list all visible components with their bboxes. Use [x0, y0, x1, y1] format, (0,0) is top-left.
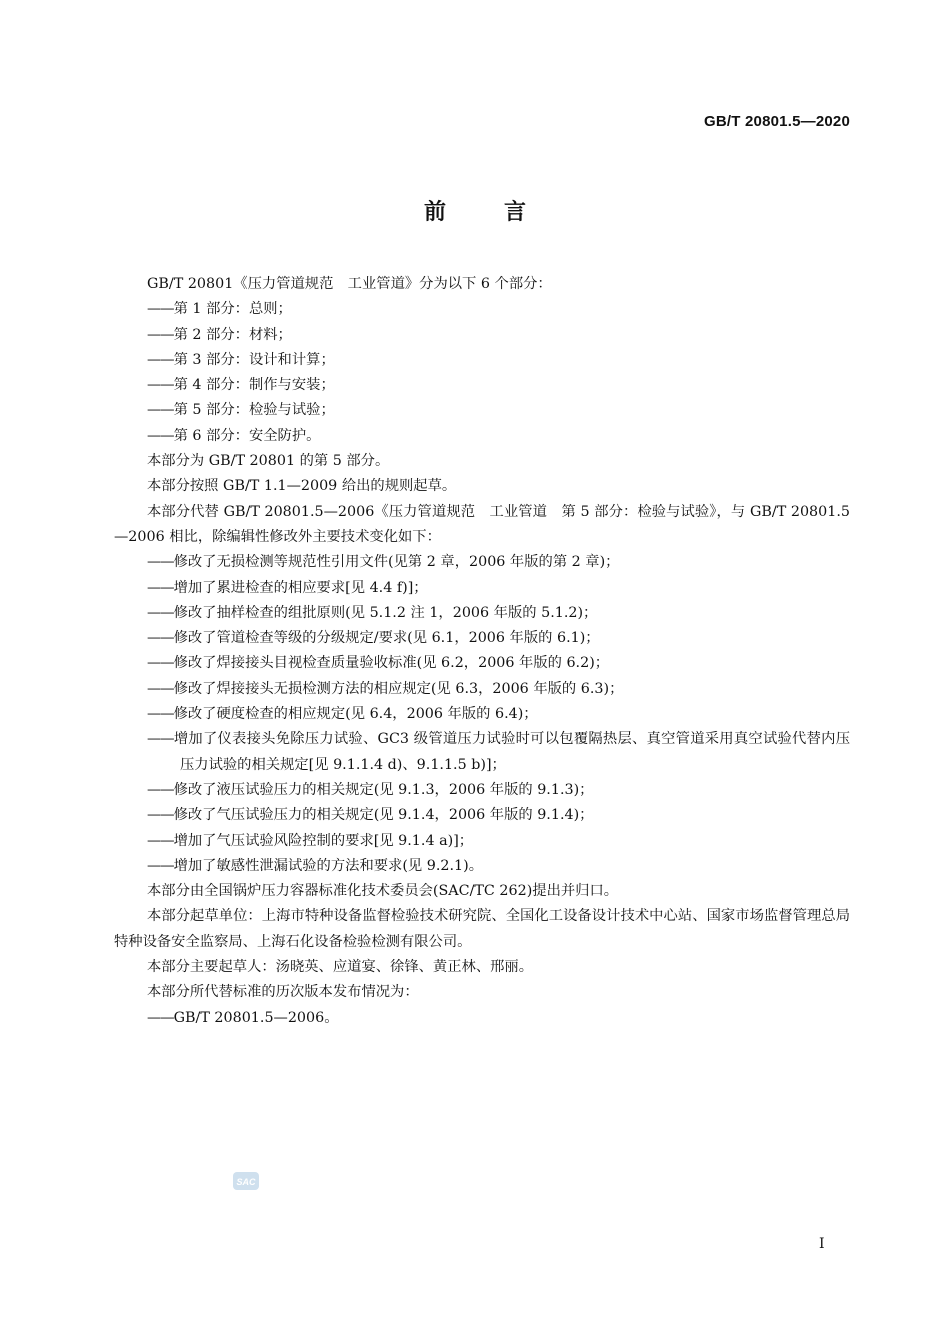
- list-dash: ——: [147, 731, 174, 748]
- paragraph-text: 第 3 部分：设计和计算；: [173, 351, 335, 368]
- page-title-char: 前: [423, 200, 504, 225]
- list-dash: ——: [147, 1009, 174, 1026]
- list-dash: ——: [147, 781, 174, 798]
- paragraph-text: 本部分为 GB/T 20801 的第 5 部分。: [147, 453, 390, 470]
- paragraph-text: 增加了仪表接头免除压力试验、GC3 级管道压力试验时可以包覆隔热层、真空管道采用真空试验代替内压压力试验的相关规定[见 9.1.1.4 d)、9.1.1.5 b)]；: [173, 731, 850, 773]
- paragraph: [114, 500, 850, 551]
- paragraph: [114, 474, 850, 499]
- list-item: [114, 854, 850, 879]
- page-title: [0, 195, 950, 226]
- list-dash: ——: [147, 427, 174, 444]
- list-item: [114, 348, 850, 373]
- sac-logo-text: SAC: [236, 1177, 256, 1187]
- list-dash: ——: [147, 351, 174, 368]
- paragraph-text: 本部分代替 GB/T 20801.5—2006《压力管道规范 工业管道 第 5 部分：检验与试验》，与 GB/T 20801.5—2006 相比，除编辑性修改外主要技术变化如下：: [114, 503, 850, 545]
- paragraph-text: 修改了硬度检查的相应规定(见 6.4，2006 年版的 6.4)；: [173, 706, 538, 723]
- list-item: [114, 803, 850, 828]
- paragraph-text: 增加了累进检查的相应要求[见 4.4 f)]；: [173, 579, 428, 596]
- paragraph-text: 增加了气压试验风险控制的要求[见 9.1.4 a)]；: [173, 832, 474, 849]
- list-dash: ——: [147, 630, 174, 647]
- list-dash: ——: [147, 832, 174, 849]
- paragraph: [114, 272, 850, 297]
- paragraph-text: 修改了焊接接头目视检查质量验收标准(见 6.2，2006 年版的 6.2)；: [173, 655, 610, 672]
- list-item: [114, 626, 850, 651]
- page-number: I: [819, 1236, 825, 1252]
- list-dash: ——: [147, 377, 174, 394]
- list-dash: ——: [147, 857, 174, 874]
- paragraph-text: 第 6 部分：安全防护。: [173, 427, 321, 444]
- list-dash: ——: [147, 579, 174, 596]
- standard-code: GB/T 20801.5—2020: [704, 113, 850, 130]
- list-dash: ——: [147, 680, 174, 697]
- paragraph: [114, 904, 850, 955]
- list-dash: ——: [147, 604, 174, 621]
- paragraph-text: 增加了敏感性泄漏试验的方法和要求(见 9.2.1)。: [173, 857, 484, 874]
- paragraph-text: 修改了无损检测等规范性引用文件(见第 2 章，2006 年版的第 2 章)；: [173, 554, 620, 571]
- sac-logo-icon: [232, 1170, 260, 1192]
- paragraph: [114, 879, 850, 904]
- list-item: [114, 398, 850, 423]
- paragraph-text: 本部分所代替标准的历次版本发布情况为：: [147, 984, 419, 1001]
- paragraph-text: 本部分由全国锅炉压力容器标准化技术委员会(SAC/TC 262)提出并归口。: [147, 883, 619, 900]
- paragraph-text: 第 2 部分：材料；: [173, 326, 292, 343]
- page-title-char: 言: [504, 200, 585, 225]
- paragraph-text: 修改了液压试验压力的相关规定(见 9.1.3，2006 年版的 9.1.3)；: [173, 781, 594, 798]
- list-item: [114, 702, 850, 727]
- paragraph-text: 第 4 部分：制作与安装；: [173, 377, 335, 394]
- paragraph-text: 修改了气压试验压力的相关规定(见 9.1.4，2006 年版的 9.1.4)；: [173, 807, 594, 824]
- paragraph: [114, 980, 850, 1005]
- paragraph-text: 本部分起草单位：上海市特种设备监督检验技术研究院、全国化工设备设计技术中心站、国家市场监督管理总局特种设备安全监察局、上海石化设备检验检测有限公司。: [114, 908, 850, 950]
- list-item: [114, 550, 850, 575]
- foreword-body: [114, 272, 850, 1031]
- paragraph-text: 第 5 部分：检验与试验；: [173, 402, 335, 419]
- list-item: [114, 576, 850, 601]
- paragraph-text: GB/T 20801.5—2006。: [173, 1009, 339, 1026]
- list-item: [114, 651, 850, 676]
- list-item: [114, 727, 850, 778]
- list-item: [114, 601, 850, 626]
- list-dash: ——: [147, 326, 174, 343]
- paragraph-text: GB/T 20801《压力管道规范 工业管道》分为以下 6 个部分：: [147, 276, 552, 292]
- paragraph-text: 修改了焊接接头无损检测方法的相应规定(见 6.3，2006 年版的 6.3)；: [173, 680, 624, 697]
- list-item: [114, 323, 850, 348]
- list-item: [114, 424, 850, 449]
- list-dash: ——: [147, 655, 174, 672]
- list-item: [114, 677, 850, 702]
- paragraph-text: 修改了抽样检查的组批原则(见 5.1.2 注 1，2006 年版的 5.1.2)；: [173, 604, 598, 621]
- list-item: [114, 778, 850, 803]
- list-dash: ——: [147, 706, 174, 723]
- list-dash: ——: [147, 301, 174, 318]
- list-dash: ——: [147, 807, 174, 824]
- paragraph: [114, 449, 850, 474]
- paragraph-text: 本部分主要起草人：汤晓英、应道宴、徐锋、黄正林、邢丽。: [147, 959, 534, 976]
- paragraph-text: 第 1 部分：总则；: [173, 301, 292, 318]
- paragraph-text: 本部分按照 GB/T 1.1—2009 给出的规则起草。: [147, 478, 457, 495]
- list-dash: ——: [147, 554, 174, 571]
- paragraph: [114, 955, 850, 980]
- paragraph-text: 修改了管道检查等级的分级规定/要求(见 6.1，2006 年版的 6.1)；: [173, 630, 600, 647]
- list-dash: ——: [147, 402, 174, 419]
- list-item: [114, 373, 850, 398]
- list-item: [114, 1006, 850, 1031]
- list-item: [114, 829, 850, 854]
- list-item: [114, 297, 850, 322]
